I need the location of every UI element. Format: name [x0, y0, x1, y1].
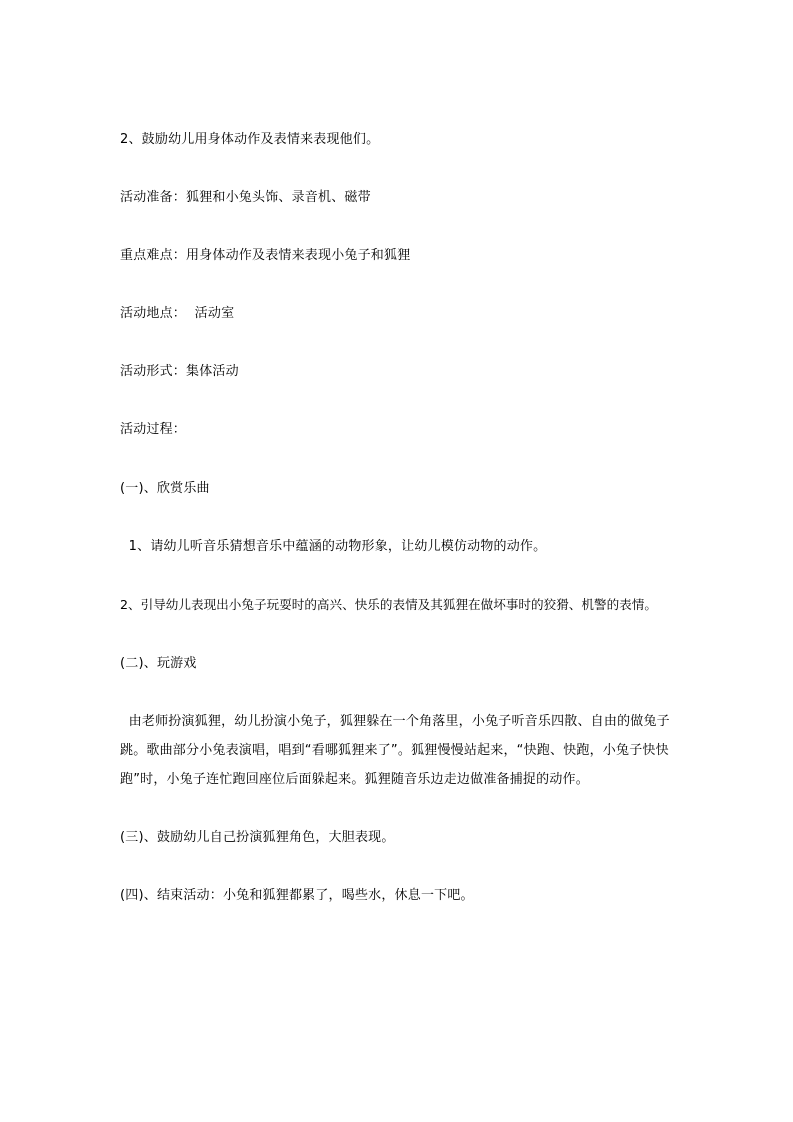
preparation-text: 活动准备：狐狸和小兔头饰、录音机、磁带: [120, 190, 371, 205]
section-4-text: (四)、结束活动：小兔和狐狸都累了，喝些水，休息一下吧。: [120, 888, 474, 903]
section-2-title: (二)、玩游戏: [120, 656, 197, 671]
section-2-body: 由老师扮演狐狸，幼儿扮演小兔子，狐狸躲在一个角落里，小兔子听音乐四散、自由的做兔子跳。歌曲部分小兔表演唱，唱到“看哪狐狸来了”。狐狸慢慢站起来，“快跑、快跑，小兔子快快跑”时，小兔子连忙跑回座位后面躲起来。狐狸随音乐边走边做准备捕捉的动作。: [120, 714, 670, 787]
section-1-item-1: 1、请幼儿听音乐猜想音乐中蕴涵的动物形象，让幼儿模仿动物的动作。: [120, 539, 547, 554]
section-1-title: (一)、欣赏乐曲: [120, 481, 210, 496]
section-3-text: (三)、鼓励幼儿自己扮演狐狸角色，大胆表现。: [120, 830, 395, 845]
key-points-text: 重点难点：用身体动作及表情来表现小兔子和狐狸: [120, 248, 411, 263]
location-text: 活动地点： 活动室: [120, 306, 235, 321]
section-1-item-2: 2、引导幼儿表现出小兔子玩耍时的高兴、快乐的表情及其狐狸在做坏事时的狡猾、机警的表情。: [120, 597, 657, 612]
form-text: 活动形式：集体活动: [120, 364, 239, 379]
goal-2-text: 2、鼓励幼儿用身体动作及表情来表现他们。: [120, 132, 380, 147]
process-title: 活动过程：: [120, 422, 187, 437]
